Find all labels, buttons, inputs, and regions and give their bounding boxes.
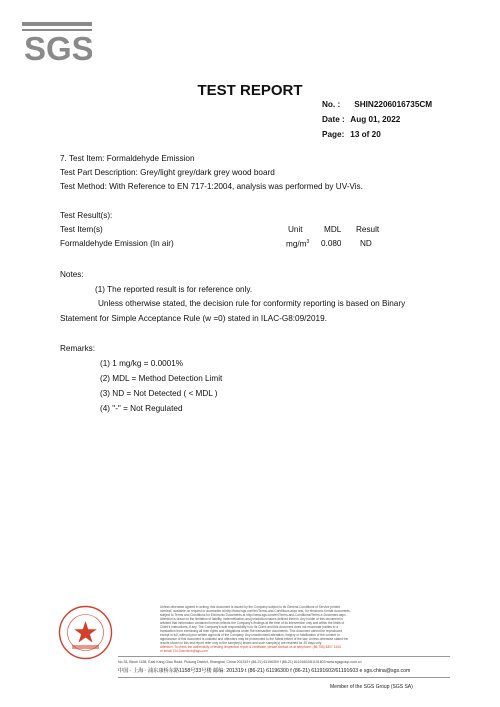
address-chinese: 中国 · 上海 · 浦东康桥东路1158号33号楼 邮编: 201319 t (86-21) 61196300 f (86-21) 61191602/61191603 e sgs.china@sgs.com <box>118 668 411 674</box>
fine-print-line: subject to Terms and Conditions for Electronic Documents at http://www.sgs.com/en/Terms-and-Conditions/Terms-e-Document.aspx. <box>160 613 347 617</box>
test-item-line: 7. Test Item: Formaldehyde Emission <box>60 154 195 163</box>
result-row-item: Formaldehyde Emission (In air) <box>60 239 174 248</box>
footer-divider <box>118 677 450 678</box>
report-number-value: SHIN2206016735CM <box>354 100 433 109</box>
fine-print-line: Attention is drawn to the limitation of liability, indemnification and jurisdiction issues defined therein. Any holder of this document is <box>160 617 343 621</box>
member-line: Member of the SGS Group (SGS SA) <box>330 684 413 690</box>
report-page-label: Page: <box>322 130 345 139</box>
fine-print-line: appearance of this document is unlawful and offenders may be prosecuted to the fullest extent of the law. Unless otherwise stated the <box>160 637 349 641</box>
address-english: No.33, Block 1158, East Kang Giao Road, Pudong District, Shanghai, China 201319 t (86-21) 61196300 f (86-21) 61191602/61191603 www.sgsgroup.com.cn <box>118 660 362 664</box>
test-method-line: Test Method: With Reference to EN 717-1:2004, analysis was performed by UV-Vis. <box>60 182 363 191</box>
col-header-mdl: MDL <box>324 225 342 234</box>
remarks-heading: Remarks: <box>60 344 96 353</box>
col-header-result: Result <box>356 225 380 234</box>
fine-print-line: transaction from exercising all their rights and obligations under the transaction documents. This document cannot be reproduced <box>160 629 343 633</box>
test-part-line: Test Part Description: Grey/light grey/dark grey wood board <box>60 168 275 177</box>
result-row-result: ND <box>360 239 372 248</box>
footer-divider <box>118 656 450 657</box>
report-page-value: 13 of 20 <box>350 130 381 139</box>
remark-item: (4) "-" = Not Regulated <box>100 404 183 413</box>
result-row-mdl: 0.080 <box>321 239 342 248</box>
report-page <box>322 130 381 139</box>
fine-print-line: overleaf, available on request or accessible at http://www.sgs.com/en/Terms-and-Conditions.aspx and, for electronic format documents, <box>160 609 351 613</box>
notes-heading: Notes: <box>60 270 84 279</box>
fine-print-line: except in full, without prior written approval of the Company. Any unauthorized alteration, forgery or falsification of the content or <box>160 633 340 637</box>
sgs-logo <box>22 22 92 64</box>
authenticity-notice: Attention: To check the authenticity of testing /inspection report & certificate, please contact us at telephone: (86-755) 8307 1443, <box>160 645 342 649</box>
report-date-label: Date : <box>322 115 345 124</box>
report-number-label: No. : <box>322 100 341 109</box>
fine-print-line: advised that information contained hereon reflects the Company's findings at the time of its intervention only and within the limits of <box>160 621 345 625</box>
col-header-unit: Unit <box>288 225 303 234</box>
results-heading: Test Result(s): <box>60 211 113 220</box>
sgs-logo-graphic <box>22 22 92 64</box>
col-header-item: Test Item(s) <box>60 225 103 234</box>
authenticity-email: or email: CN.Doccheck@sgs.com <box>160 649 208 653</box>
note-1: (1) The reported result is for reference only. <box>95 285 253 294</box>
note-2-line-a: Unless otherwise stated, the decision rule for conformity reporting is based on Binary <box>98 299 406 308</box>
remark-item: (3) ND = Not Detected ( < MDL ) <box>100 389 218 398</box>
company-stamp <box>58 605 113 660</box>
fine-print-line: Client's instructions, if any. The Company's sole responsibility is to its Client and this document does not exonerate parties to a <box>160 625 339 629</box>
fine-print-line: results shown in this test report refer only to the sample(s) tested and such sample(s) are retained for 30 days only. <box>160 641 323 645</box>
unit-superscript: 3 <box>306 239 310 245</box>
report-number <box>322 100 432 109</box>
remark-item: (2) MDL = Method Detection Limit <box>100 374 223 383</box>
fine-print-line: Unless otherwise agreed in writing, this document is issued by the Company subject to its General Conditions of Service printed <box>160 605 341 609</box>
note-2-line-b: Statement for Simple Acceptance Rule (w =0) stated in ILAC-G8:09/2019. <box>60 314 327 323</box>
logo-text: SGS <box>24 30 92 64</box>
report-date <box>322 115 400 124</box>
report-title: TEST REPORT <box>197 82 303 99</box>
report-date-value: Aug 01, 2022 <box>350 115 401 124</box>
unit-text: mg/m <box>286 239 307 249</box>
stamp-icon <box>58 605 113 660</box>
remark-item: (1) 1 mg/kg = 0.0001% <box>100 359 184 368</box>
result-row-unit <box>286 239 309 249</box>
